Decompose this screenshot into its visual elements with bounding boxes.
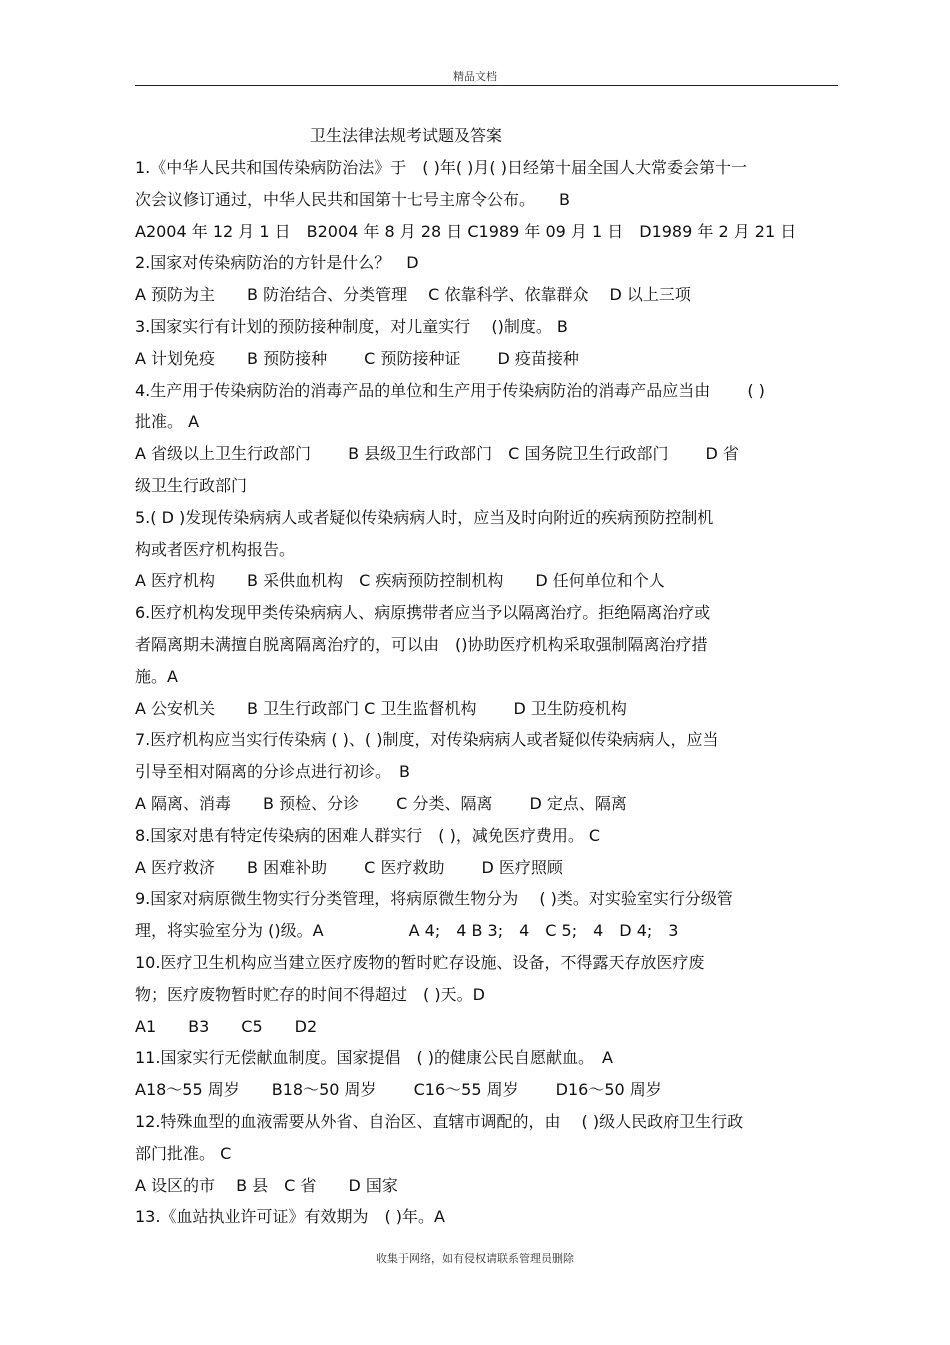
document-title: 卫生法律法规考试题及答案 <box>310 126 503 145</box>
text-line: A2004 年 12 月 1 日 B2004 年 8 月 28 日 C1989 年 09 月 1 日 D1989 年 2 月 21 日 <box>135 221 797 241</box>
text-line: 12.特殊血型的血液需要从外省、自治区、直辖市调配的，由 ( )级人民政府卫生行政 <box>135 1111 744 1131</box>
text-line: 11.国家实行无偿献血制度。国家提倡 ( )的健康公民自愿献血。 A <box>135 1048 613 1068</box>
text-line: A 省级以上卫生行政部门 B 县级卫生行政部门 C 国务院卫生行政部门 D 省 <box>135 444 739 464</box>
text-line: A 医疗救济 B 困难补助 C 医疗救助 D 医疗照顾 <box>135 857 563 877</box>
text-line: 1.《中华人民共和国传染病防治法》于 ( )年( )月( )日经第十届全国人大常委会第十一 <box>135 158 747 177</box>
text-line: 9.国家对病原微生物实行分类管理，将病原微生物分为 ( )类。对实验室实行分级管 <box>135 889 733 909</box>
text-line: 级卫生行政部门 <box>135 475 248 495</box>
text-line: 批准。 A <box>135 412 200 432</box>
footer-label: 收集于网络，如有侵权请联系管理员删除 <box>376 1252 574 1265</box>
text-line: 施。A <box>135 666 178 686</box>
text-line: 物；医疗废物暂时贮存的时间不得超过 ( )天。D <box>135 984 485 1004</box>
text-line: 5.( D )发现传染病病人或者疑似传染病病人时，应当及时向附近的疾病预防控制机 <box>135 507 714 527</box>
text-line: A 设区的市 B 县 C 省 D 国家 <box>135 1175 398 1195</box>
text-line: 13.《血站执业许可证》有效期为 ( )年。A <box>135 1207 445 1227</box>
text-line: 构或者医疗机构报告。 <box>135 539 296 559</box>
text-line: 4.生产用于传染病防治的消毒产品的单位和生产用于传染病防治的消毒产品应当由 ( ) <box>135 380 765 400</box>
text-line: 引导至相对隔离的分诊点进行初诊。 B <box>135 762 410 782</box>
text-line: 次会议修订通过，中华人民共和国第十七号主席令公布。 B <box>135 189 570 209</box>
text-line: A18～55 周岁 B18～50 周岁 C16～55 周岁 D16～50 周岁 <box>135 1080 662 1100</box>
text-line: 部门批准。 C <box>135 1143 232 1163</box>
header-label: 精品文档 <box>453 70 497 83</box>
text-line: A 医疗机构 B 采供血机构 C 疾病预防控制机构 D 任何单位和个人 <box>135 571 665 591</box>
text-line: 3.国家实行有计划的预防接种制度，对儿童实行 ()制度。 B <box>135 316 568 336</box>
text-line: 2.国家对传染病防治的方针是什么？ D <box>135 253 419 273</box>
text-line: 8.国家对患有特定传染病的困难人群实行 ( )，减免医疗费用。 C <box>135 825 601 845</box>
text-line: 7.医疗机构应当实行传染病 ( )、( )制度，对传染病病人或者疑似传染病病人，应当 <box>135 730 719 750</box>
text-line: A 隔离、消毒 B 预检、分诊 C 分类、隔离 D 定点、隔离 <box>135 793 627 813</box>
text-line: 理，将实验室分为 ()级。A A 4; 4 B 3; 4 C 5; 4 D 4; 3 <box>135 921 679 941</box>
text-line: A1 B3 C5 D2 <box>135 1016 318 1036</box>
header-divider <box>135 85 838 86</box>
text-line: 者隔离期未满擅自脱离隔离治疗的，可以由 ()协助医疗机构采取强制隔离治疗措 <box>135 634 708 654</box>
text-line: A 公安机关 B 卫生行政部门 C 卫生监督机构 D 卫生防疫机构 <box>135 698 627 718</box>
question-body <box>135 152 850 1233</box>
text-line: 10.医疗卫生机构应当建立医疗废物的暂时贮存设施、设备，不得露天存放医疗废 <box>135 952 705 972</box>
text-line: A 计划免疫 B 预防接种 C 预防接种证 D 疫苗接种 <box>135 348 579 368</box>
text-line: 6.医疗机构发现甲类传染病病人、病原携带者应当予以隔离治疗。拒绝隔离治疗或 <box>135 603 711 623</box>
text-line: A 预防为主 B 防治结合、分类管理 C 依靠科学、依靠群众 D 以上三项 <box>135 285 691 305</box>
